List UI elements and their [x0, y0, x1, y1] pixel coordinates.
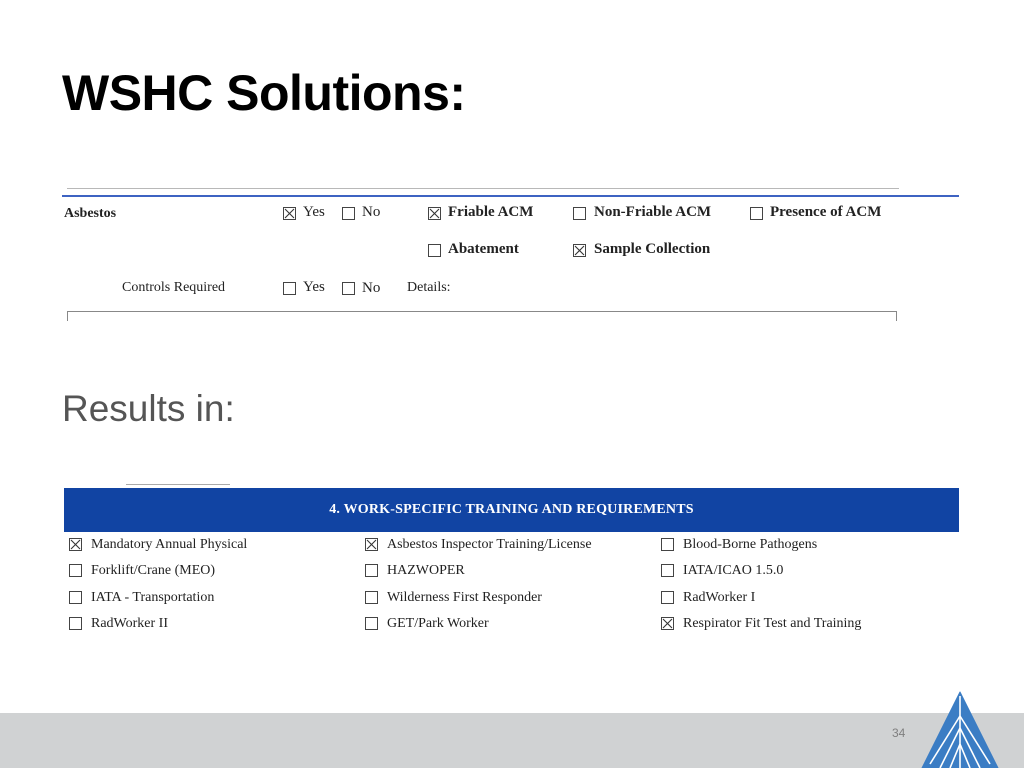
slide-title: WSHC Solutions: — [62, 65, 466, 121]
presence-of-acm-checkbox[interactable] — [750, 207, 763, 220]
non-friable-acm-checkbox[interactable] — [573, 207, 586, 220]
x-mark-icon — [284, 208, 295, 219]
controls-no-label: No — [362, 280, 381, 296]
x-mark-icon — [662, 618, 673, 629]
form-top-rule — [67, 188, 899, 189]
details-box-right — [896, 311, 897, 321]
sample-collection-label: Sample Collection — [594, 241, 711, 257]
training-item-label: IATA - Transportation — [91, 590, 215, 605]
training-checkbox[interactable] — [69, 617, 82, 630]
results-subtitle: Results in: — [62, 388, 235, 429]
friable-acm-label: Friable ACM — [448, 204, 534, 220]
asbestos-no-checkbox[interactable] — [342, 207, 355, 220]
presence-of-acm-label: Presence of ACM — [770, 204, 882, 220]
non-friable-acm-label: Non-Friable ACM — [594, 204, 712, 220]
details-box-left — [67, 311, 68, 321]
training-checkbox[interactable] — [69, 538, 82, 551]
asbestos-yes-label: Yes — [303, 204, 325, 220]
details-box-top — [67, 311, 897, 312]
triangle-logo-icon — [918, 688, 1002, 768]
training-checkbox[interactable] — [365, 617, 378, 630]
training-checkbox[interactable] — [661, 564, 674, 577]
slide-footer — [0, 713, 1024, 768]
asbestos-label: Asbestos — [64, 206, 117, 221]
details-label: Details: — [407, 280, 451, 295]
training-item-label: HAZWOPER — [387, 563, 465, 578]
training-item-label: IATA/ICAO 1.5.0 — [683, 563, 784, 578]
training-checkbox[interactable] — [365, 564, 378, 577]
asbestos-no-label: No — [362, 204, 381, 220]
training-item-label: Respirator Fit Test and Training — [683, 616, 862, 631]
training-table — [64, 484, 959, 644]
training-table-header: 4. WORK-SPECIFIC TRAINING AND REQUIREMENTS — [64, 488, 959, 532]
training-item-label: Blood-Borne Pathogens — [683, 537, 818, 552]
training-checkbox[interactable] — [69, 591, 82, 604]
training-checkbox[interactable] — [661, 591, 674, 604]
asbestos-yes-checkbox[interactable] — [283, 207, 296, 220]
training-checkbox[interactable] — [661, 538, 674, 551]
abatement-label: Abatement — [448, 241, 519, 257]
x-mark-icon — [574, 245, 585, 256]
training-item-label: Asbestos Inspector Training/License — [387, 537, 592, 552]
training-item-label: GET/Park Worker — [387, 616, 489, 631]
page-number: 34 — [892, 726, 906, 740]
training-item-label: Mandatory Annual Physical — [91, 537, 248, 552]
training-item-label: RadWorker II — [91, 616, 169, 631]
table-top-stub — [126, 484, 230, 485]
training-checkbox[interactable] — [69, 564, 82, 577]
abatement-checkbox[interactable] — [428, 244, 441, 257]
controls-required-label: Controls Required — [122, 280, 226, 295]
friable-acm-checkbox[interactable] — [428, 207, 441, 220]
training-item-label: RadWorker I — [683, 590, 756, 605]
x-mark-icon — [70, 539, 81, 550]
controls-yes-checkbox[interactable] — [283, 282, 296, 295]
asbestos-form — [62, 183, 959, 323]
training-item-label: Wilderness First Responder — [387, 590, 542, 605]
controls-no-checkbox[interactable] — [342, 282, 355, 295]
controls-yes-label: Yes — [303, 279, 325, 295]
training-checkbox[interactable] — [365, 538, 378, 551]
x-mark-icon — [366, 539, 377, 550]
sample-collection-checkbox[interactable] — [573, 244, 586, 257]
x-mark-icon — [429, 208, 440, 219]
training-item-label: Forklift/Crane (MEO) — [91, 563, 216, 578]
training-checkbox[interactable] — [365, 591, 378, 604]
form-blue-rule — [62, 195, 959, 197]
training-checkbox[interactable] — [661, 617, 674, 630]
